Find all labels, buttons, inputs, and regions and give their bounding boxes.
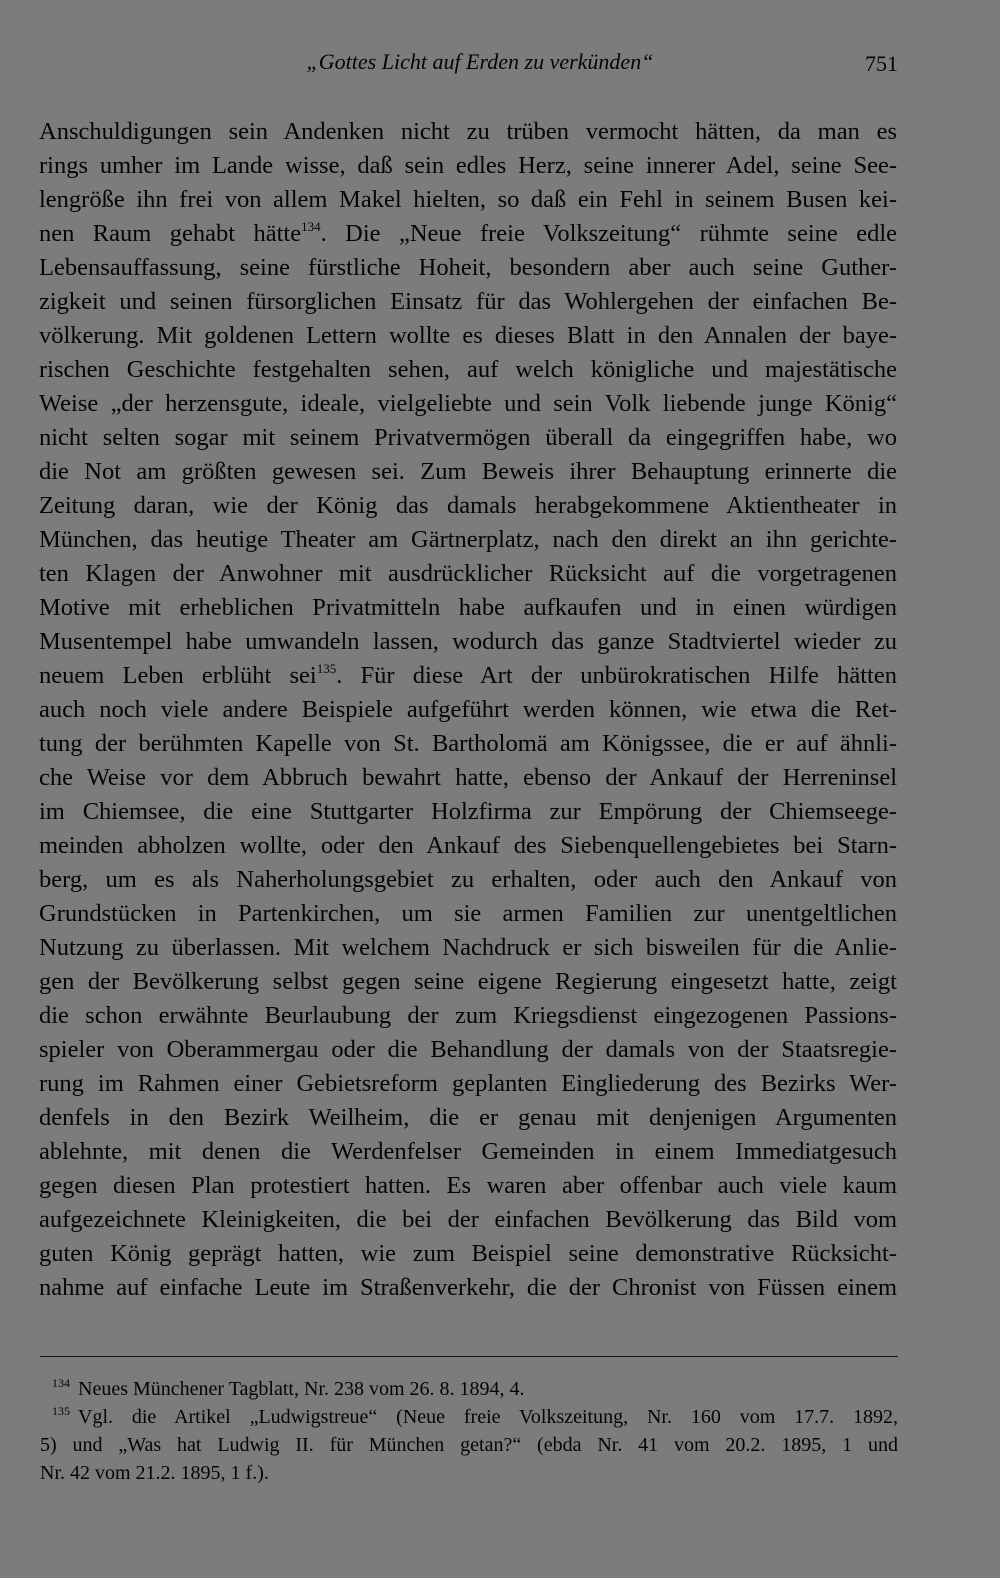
running-head [0,49,1000,89]
text-line: rischen Geschichte festgehalten sehen, auf welch königliche und majestätische [39,356,897,383]
text-line: rings umher im Lande wisse, daß sein edles Herz, seine innerer Adel, seine See- [39,152,897,179]
text-segment: . Für diese Art der unbürokratischen Hilfe hätten [336,662,897,689]
text-line [39,659,897,693]
text-line: berg, um es als Naherholungsgebiet zu erhalten, oder auch den Ankauf von [39,866,897,893]
footnote-number: 134 [52,1376,70,1390]
footnote-135 [40,1403,898,1431]
footnotes [40,1375,898,1487]
footnote-134 [40,1375,898,1403]
text-line: rung im Rahmen einer Gebietsreform geplanten Eingliederung des Bezirks Wer- [39,1070,897,1097]
text-line: che Weise vor dem Abbruch bewahrt hatte, ebenso der Ankauf der Herreninsel [39,764,897,791]
page-number: 751 [865,51,898,76]
text-line: lengröße ihn frei von allem Makel hielten, so daß ein Fehl in seinem Busen kei- [39,186,897,213]
text-line: die schon erwähnte Beurlaubung der zum Kriegsdienst eingezogenen Passions- [39,1002,897,1029]
footnote-text: Vgl. die Artikel „Ludwigstreue“ (Neue freie Volkszeitung, Nr. 160 vom 17.7. 1892, [78,1406,898,1428]
text-line: Musentempel habe umwandeln lassen, wodurch das ganze Stadtviertel wieder zu [39,628,897,655]
footnote-divider [40,1356,898,1357]
text-line: meinden abholzen wollte, oder den Ankauf des Siebenquellengebietes bei Starn- [39,832,897,859]
footnote-135-line-2: 5) und „Was hat Ludwig II. für München getan?“ (ebda Nr. 41 vom 20.2. 1895, 1 und [40,1434,898,1456]
text-line: gen der Bevölkerung selbst gegen seine eigene Regierung eingesetzt hatte, zeigt [39,968,897,995]
text-line: völkerung. Mit goldenen Lettern wollte es dieses Blatt in den Annalen der baye- [39,322,897,349]
text-line: aufgezeichnete Kleinigkeiten, die bei der einfachen Bevölkerung das Bild vom [39,1206,897,1233]
text-line: die Not am größten gewesen sei. Zum Beweis ihrer Behauptung erinnerte die [39,458,897,485]
text-line: Anschuldigungen sein Andenken nicht zu trüben vermocht hätten, da man es [39,118,897,145]
text-line: denfels in den Bezirk Weilheim, die er genau mit denjenigen Argumenten [39,1104,897,1131]
text-line: München, das heutige Theater am Gärtnerplatz, nach den direkt an ihn gerichte- [39,526,897,553]
text-line: im Chiemsee, die eine Stuttgarter Holzfirma zur Empörung der Chiemseege- [39,798,897,825]
text-line: Motive mit erheblichen Privatmitteln habe aufkaufen und in einen würdigen [39,594,897,621]
text-line: spieler von Oberammergau oder die Behandlung der damals von der Staatsregie- [39,1036,897,1063]
body-text [39,115,897,1305]
text-line: gegen diesen Plan protestiert hatten. Es waren aber offenbar auch viele kaum [39,1172,897,1199]
text-line: nicht selten sogar mit seinem Privatvermögen überall da eingegriffen habe, wo [39,424,897,451]
text-line: tung der berühmten Kapelle von St. Bartholomä am Königssee, die er auf ähnli- [39,730,897,757]
running-title: „Gottes Licht auf Erden zu verkünden“ [306,49,654,74]
text-line: auch noch viele andere Beispiele aufgeführt werden können, wie etwa die Ret- [39,696,897,723]
text-line: ablehnte, mit denen die Werdenfelser Gemeinden in einem Immediatgesuch [39,1138,897,1165]
footnote-text: Neues Münchener Tagblatt, Nr. 238 vom 26. 8. 1894, 4. [78,1378,525,1400]
text-line: guten König geprägt hatten, wie zum Beispiel seine demonstrative Rücksicht- [39,1240,897,1267]
text-segment: neuem Leben erblüht sei [39,662,317,689]
text-line: Nutzung zu überlassen. Mit welchem Nachdruck er sich bisweilen für die Anlie- [39,934,897,961]
text-line: Zeitung daran, wie der König das damals herabgekommene Aktientheater in [39,492,897,519]
text-line: zigkeit und seinen fürsorglichen Einsatz für das Wohlergehen der einfachen Be- [39,288,897,315]
footnote-ref-134[interactable]: 134 [301,219,321,234]
text-line: Grundstücken in Partenkirchen, um sie armen Familien zur unentgeltlichen [39,900,897,927]
text-segment: . Die „Neue freie Volkszeitung“ rühmte seine edle [320,220,897,247]
text-line: Lebensauffassung, seine fürstliche Hoheit, besondern aber auch seine Guther- [39,254,897,281]
footnote-135-line-3: Nr. 42 vom 21.2. 1895, 1 f.). [40,1462,269,1484]
footnote-ref-135[interactable]: 135 [316,661,337,676]
text-line: nahme auf einfache Leute im Straßenverkehr, die der Chronist von Füssen einem [39,1274,897,1301]
footnote-number: 135 [52,1404,70,1418]
text-line: ten Klagen der Anwohner mit ausdrücklicher Rücksicht auf die vorgetragenen [39,560,897,587]
text-line [39,217,897,251]
text-line: Weise „der herzensgute, ideale, vielgeliebte und sein Volk liebende junge König“ [39,390,897,417]
text-segment: nen Raum gehabt hätte [39,220,302,247]
